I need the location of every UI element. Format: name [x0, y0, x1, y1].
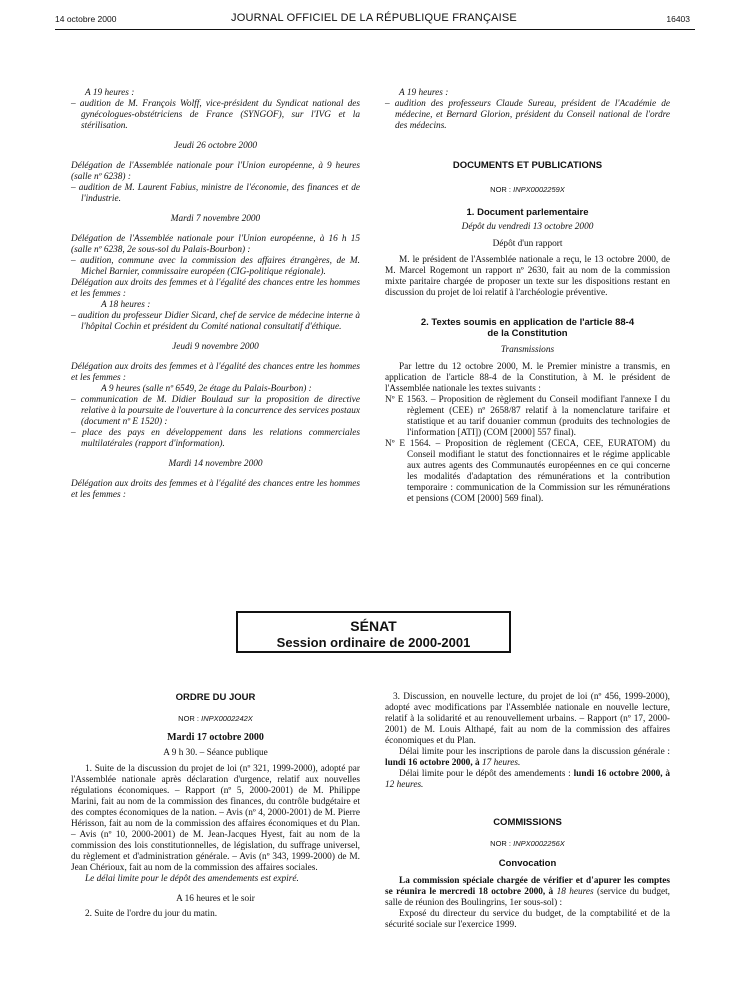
deadline-label: Délai limite pour le dépôt des amendements : [399, 769, 571, 779]
agenda-paragraph: 3. Discussion, en nouvelle lecture, du projet de loi (nº 456, 1999-2000), adopté avec modifications par l'Assemblée nationale en nouvelle lecture, relatif à la solidarité et au renouvellement urbains. – Rapport (nº 17, 2000-2001) de M. Louis Althapé, fait au nom de la commission des affaires économiques et du Plan. [385, 692, 670, 746]
deadline-hour: 17 heures. [481, 758, 521, 768]
session-time: A 9 h 30. – Séance publique [163, 748, 268, 758]
time-heading: A 18 heures : [101, 300, 151, 310]
subsection-title: 1. Document parlementaire [466, 207, 589, 218]
nor-reference [385, 184, 670, 195]
date-heading: Mardi 17 octobre 2000 [167, 732, 264, 743]
section-title: ORDRE DU JOUR [175, 692, 256, 703]
section-title: DOCUMENTS ET PUBLICATIONS [452, 160, 603, 171]
time-heading: A 19 heures : [85, 88, 135, 98]
time-heading: A 9 heures (salle nº 6549, 2e étage du Palais-Bourbon) : [101, 384, 312, 394]
date-heading: Jeudi 9 novembre 2000 [172, 342, 259, 352]
date-heading: Jeudi 26 octobre 2000 [173, 141, 258, 151]
deadline-paragraph [385, 769, 670, 791]
senat-title: SÉNAT [350, 618, 397, 634]
agenda-paragraph: 2. Suite de l'ordre du jour du matin. [85, 909, 218, 919]
senat-title-box [236, 611, 511, 653]
convocation-paragraph [385, 876, 670, 909]
nor-reference [385, 838, 670, 849]
date-heading: Mardi 7 novembre 2000 [170, 214, 261, 224]
convocation-text: La commission spéciale chargée de vérifier et d'apurer les comptes se réunira le mercredi 18 octobre 2000, à [385, 876, 670, 897]
convocation-hour: 18 heures [556, 887, 594, 897]
depot-date: Dépôt du vendredi 13 octobre 2000 [461, 222, 594, 232]
subsection-title: 2. Textes soumis en application de l'article 88-4 [420, 317, 635, 328]
agenda-item: – place des pays en développement dans les relations commerciales multilatérales (rapport d'information). [71, 428, 360, 449]
nor-label: NOR : [490, 839, 512, 848]
nor-code: INPX0002242X [201, 714, 253, 723]
subsection-title-line2: de la Constitution [487, 328, 568, 339]
agenda-item: – communication de M. Didier Boulaud sur la proposition de directive relative à la poursuite de l'ouverture à la concurrence des services postaux (document nº E 1520) : [71, 395, 361, 427]
depot-subheading: Dépôt d'un rapport [492, 239, 563, 249]
delegation-text: Délégation aux droits des femmes et à l'égalité des chances entre les hommes et les femmes : [71, 278, 360, 299]
header-title: JOURNAL OFFICIEL DE LA RÉPUBLIQUE FRANÇAISE [231, 12, 517, 24]
paragraph: M. le président de l'Assemblée nationale a reçu, le 13 octobre 2000, de M. Marcel Rogemont un rapport nº 2630, fait au nom de la commission mixte paritaire chargée de proposer un texte sur les dispositions restant en discussion du projet de loi relatif à l'archéologie préventive. [385, 255, 670, 298]
header-rule [55, 29, 695, 30]
deadline-paragraph [385, 747, 670, 769]
delegation-text: Délégation de l'Assemblée nationale pour l'Union européenne, à 16 h 15 (salle nº 6238, 2e sous-sol du Palais-Bourbon) : [71, 234, 360, 255]
left-top-column [71, 88, 360, 501]
header-date: 14 octobre 2000 [55, 14, 117, 24]
delegation-text: Délégation aux droits des femmes et à l'égalité des chances entre les hommes et les femmes : [71, 362, 360, 383]
paragraph: Exposé du directeur du service du budget, de la comptabilité et de la sécurité sociale sur l'exercice 1999. [385, 909, 670, 930]
paragraph: Par lettre du 12 octobre 2000, M. le Premier ministre a transmis, en application de l'article 88-4 de la Constitution, à M. le président de l'Assemblée nationale les textes suivants : [385, 362, 670, 394]
session-title: Session ordinaire de 2000-2001 [276, 635, 471, 650]
deadline-label: Délai limite pour les inscriptions de parole dans la discussion générale : [399, 747, 670, 757]
header-page-number: 16403 [666, 14, 690, 24]
agenda-item: – audition des professeurs Claude Sureau, président de l'Académie de médecine, et Bernard Glorion, président du Conseil national de l'ordre des médecins. [385, 99, 670, 131]
agenda-item: – audition de M. Laurent Fabius, ministre de l'économie, des finances et de l'industrie. [71, 183, 360, 204]
delegation-text: Délégation de l'Assemblée nationale pour l'Union européenne, à 9 heures (salle nº 6238) : [71, 161, 360, 182]
agenda-item: – audition de M. François Wolff, vice-président du Syndicat national des gynécologues-obstétriciens de France (SYNGOF), sur l'IVG et la stérilisation. [71, 99, 360, 131]
page-header [0, 0, 748, 30]
nor-label: NOR : [178, 714, 200, 723]
nor-code: INPX0002256X [513, 839, 565, 848]
delegation-text: Délégation aux droits des femmes et à l'égalité des chances entre les hommes et les femmes : [71, 479, 360, 500]
nor-reference [71, 713, 360, 724]
nor-code: INPX0002259X [513, 185, 565, 194]
date-heading: Mardi 14 novembre 2000 [168, 459, 263, 469]
deadline-note: Le délai limite pour le dépôt des amendements est expiré. [85, 874, 299, 884]
agenda-item: – audition, commune avec la commission des affaires étrangères, de M. Michel Barnier, commissaire européen (CIG-politique régionale). [71, 256, 360, 277]
right-top-column [385, 88, 670, 505]
document-entry: Nº E 1564. – Proposition de règlement (CECA, CEE, EURATOM) du Conseil modifiant le statut des fonctionnaires et le régime applicable aux autres agents des Communautés européennes en ce qui concerne les modalités d'adaptation des rémunérations et la contribution temporaire : communication de la Commission sur les rémunérations et pensions (COM [2000] 569 final). [385, 439, 670, 504]
nor-label: NOR : [490, 185, 512, 194]
time-heading: A 19 heures : [399, 88, 449, 98]
agenda-paragraph: 1. Suite de la discussion du projet de loi (nº 321, 1999-2000), adopté par l'Assemblée nationale après déclaration d'urgence, relatif aux nouvelles régulations économiques. – Rapport (nº 5, 2000-2001) de M. Philippe Marini, fait au nom de la commission des finances, du contrôle budgétaire et des comptes économiques de la nation. – Avis (nº 4, 2000-2001) de M. Pierre Hérisson, fait au nom de la commission des affaires économiques et du Plan. – Avis (nº 10, 2000-2001) de M. Jean-Jacques Hyest, fait au nom de la commission des lois constitutionnelles, de législation, du suffrage universel, du règlement et d'administration générale. – Avis (nº 343, 1999-2000) de M. Jean Chérioux, fait au nom de la commission des affaires sociales. [71, 764, 360, 873]
convocation-heading: Convocation [498, 858, 557, 869]
left-bottom-column [71, 692, 360, 920]
deadline-date: lundi 16 octobre 2000, à [385, 758, 480, 768]
agenda-item: – audition du professeur Didier Sicard, chef de service de médecine interne à l'hôpital Cochin et président du Comité national consultatif d'éthique. [71, 311, 360, 332]
session-time: A 16 heures et le soir [176, 894, 255, 904]
transmissions-heading: Transmissions [500, 345, 555, 355]
right-bottom-column [385, 692, 670, 931]
document-entry: Nº E 1563. – Proposition de règlement du Conseil modifiant l'annexe I du règlement (CEE) nº 2658/87 relatif à la nomenclature tarifaire et statistique et au tarif douanier commun (produits des technologies de l'information [ATI]) (COM [2000] 557 final). [385, 395, 670, 438]
deadline-hour: 12 heures. [385, 780, 424, 790]
section-title: COMMISSIONS [493, 817, 562, 828]
deadline-date: lundi 16 octobre 2000, à [573, 769, 670, 779]
convocation-location: (service du budget, salle de réunion des Boulingrins, 1er sous-sol) : [385, 887, 671, 908]
